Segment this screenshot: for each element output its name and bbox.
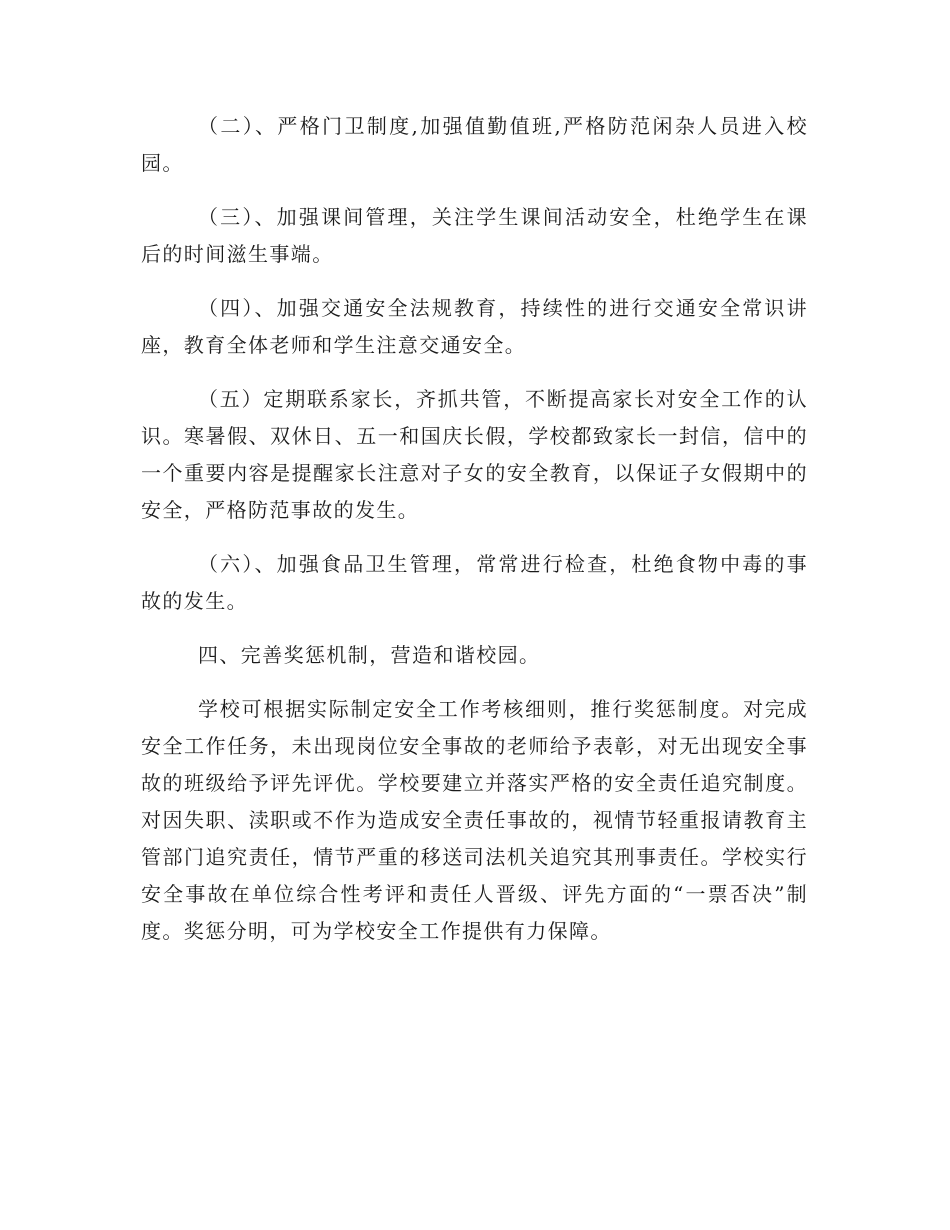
document-body [141,108,808,967]
paragraph-rewards-system: 学校可根据实际制定安全工作考核细则，推行奖惩制度。对完成安全工作任务，未出现岗位安全事故的老师给予表彰，对无出现安全事故的班级给予评先评优。学校要建立并落实严格的安全责任追究制度。对因失职、渎职或不作为造成安全责任事故的，视情节轻重报请教育主管部门追究责任，情节严重的移送司法机关追究其刑事责任。学校实行安全事故在单位综合性考评和责任人晋级、评先方面的“一票否决”制度。奖惩分明，可为学校安全工作提供有力保障。 [141,697,808,943]
paragraph-food-hygiene: （六）、加强食品卫生管理，常常进行检查，杜绝食物中毒的事故的发生。 [141,552,808,613]
paragraph-recess-management: （三）、加强课间管理，关注学生课间活动安全，杜绝学生在课后的时间滋生事端。 [141,205,808,266]
section-heading-rewards: 四、完善奖惩机制，营造和谐校园。 [198,643,541,667]
paragraph-traffic-safety: （四）、加强交通安全法规教育，持续性的进行交通安全常识讲座，教育全体老师和学生注意交通安全。 [141,296,808,357]
paragraph-parent-contact: （五）定期联系家长，齐抓共管，不断提高家长对安全工作的认识。寒暑假、双休日、五一和国庆长假，学校都致家长一封信，信中的一个重要内容是提醒家长注意对子女的安全教育，以保证子女假期中的安全，严格防范事故的发生。 [141,387,808,522]
paragraph-gate-security: （二）、严格门卫制度,加强值勤值班,严格防范闲杂人员进入校园。 [141,114,808,175]
